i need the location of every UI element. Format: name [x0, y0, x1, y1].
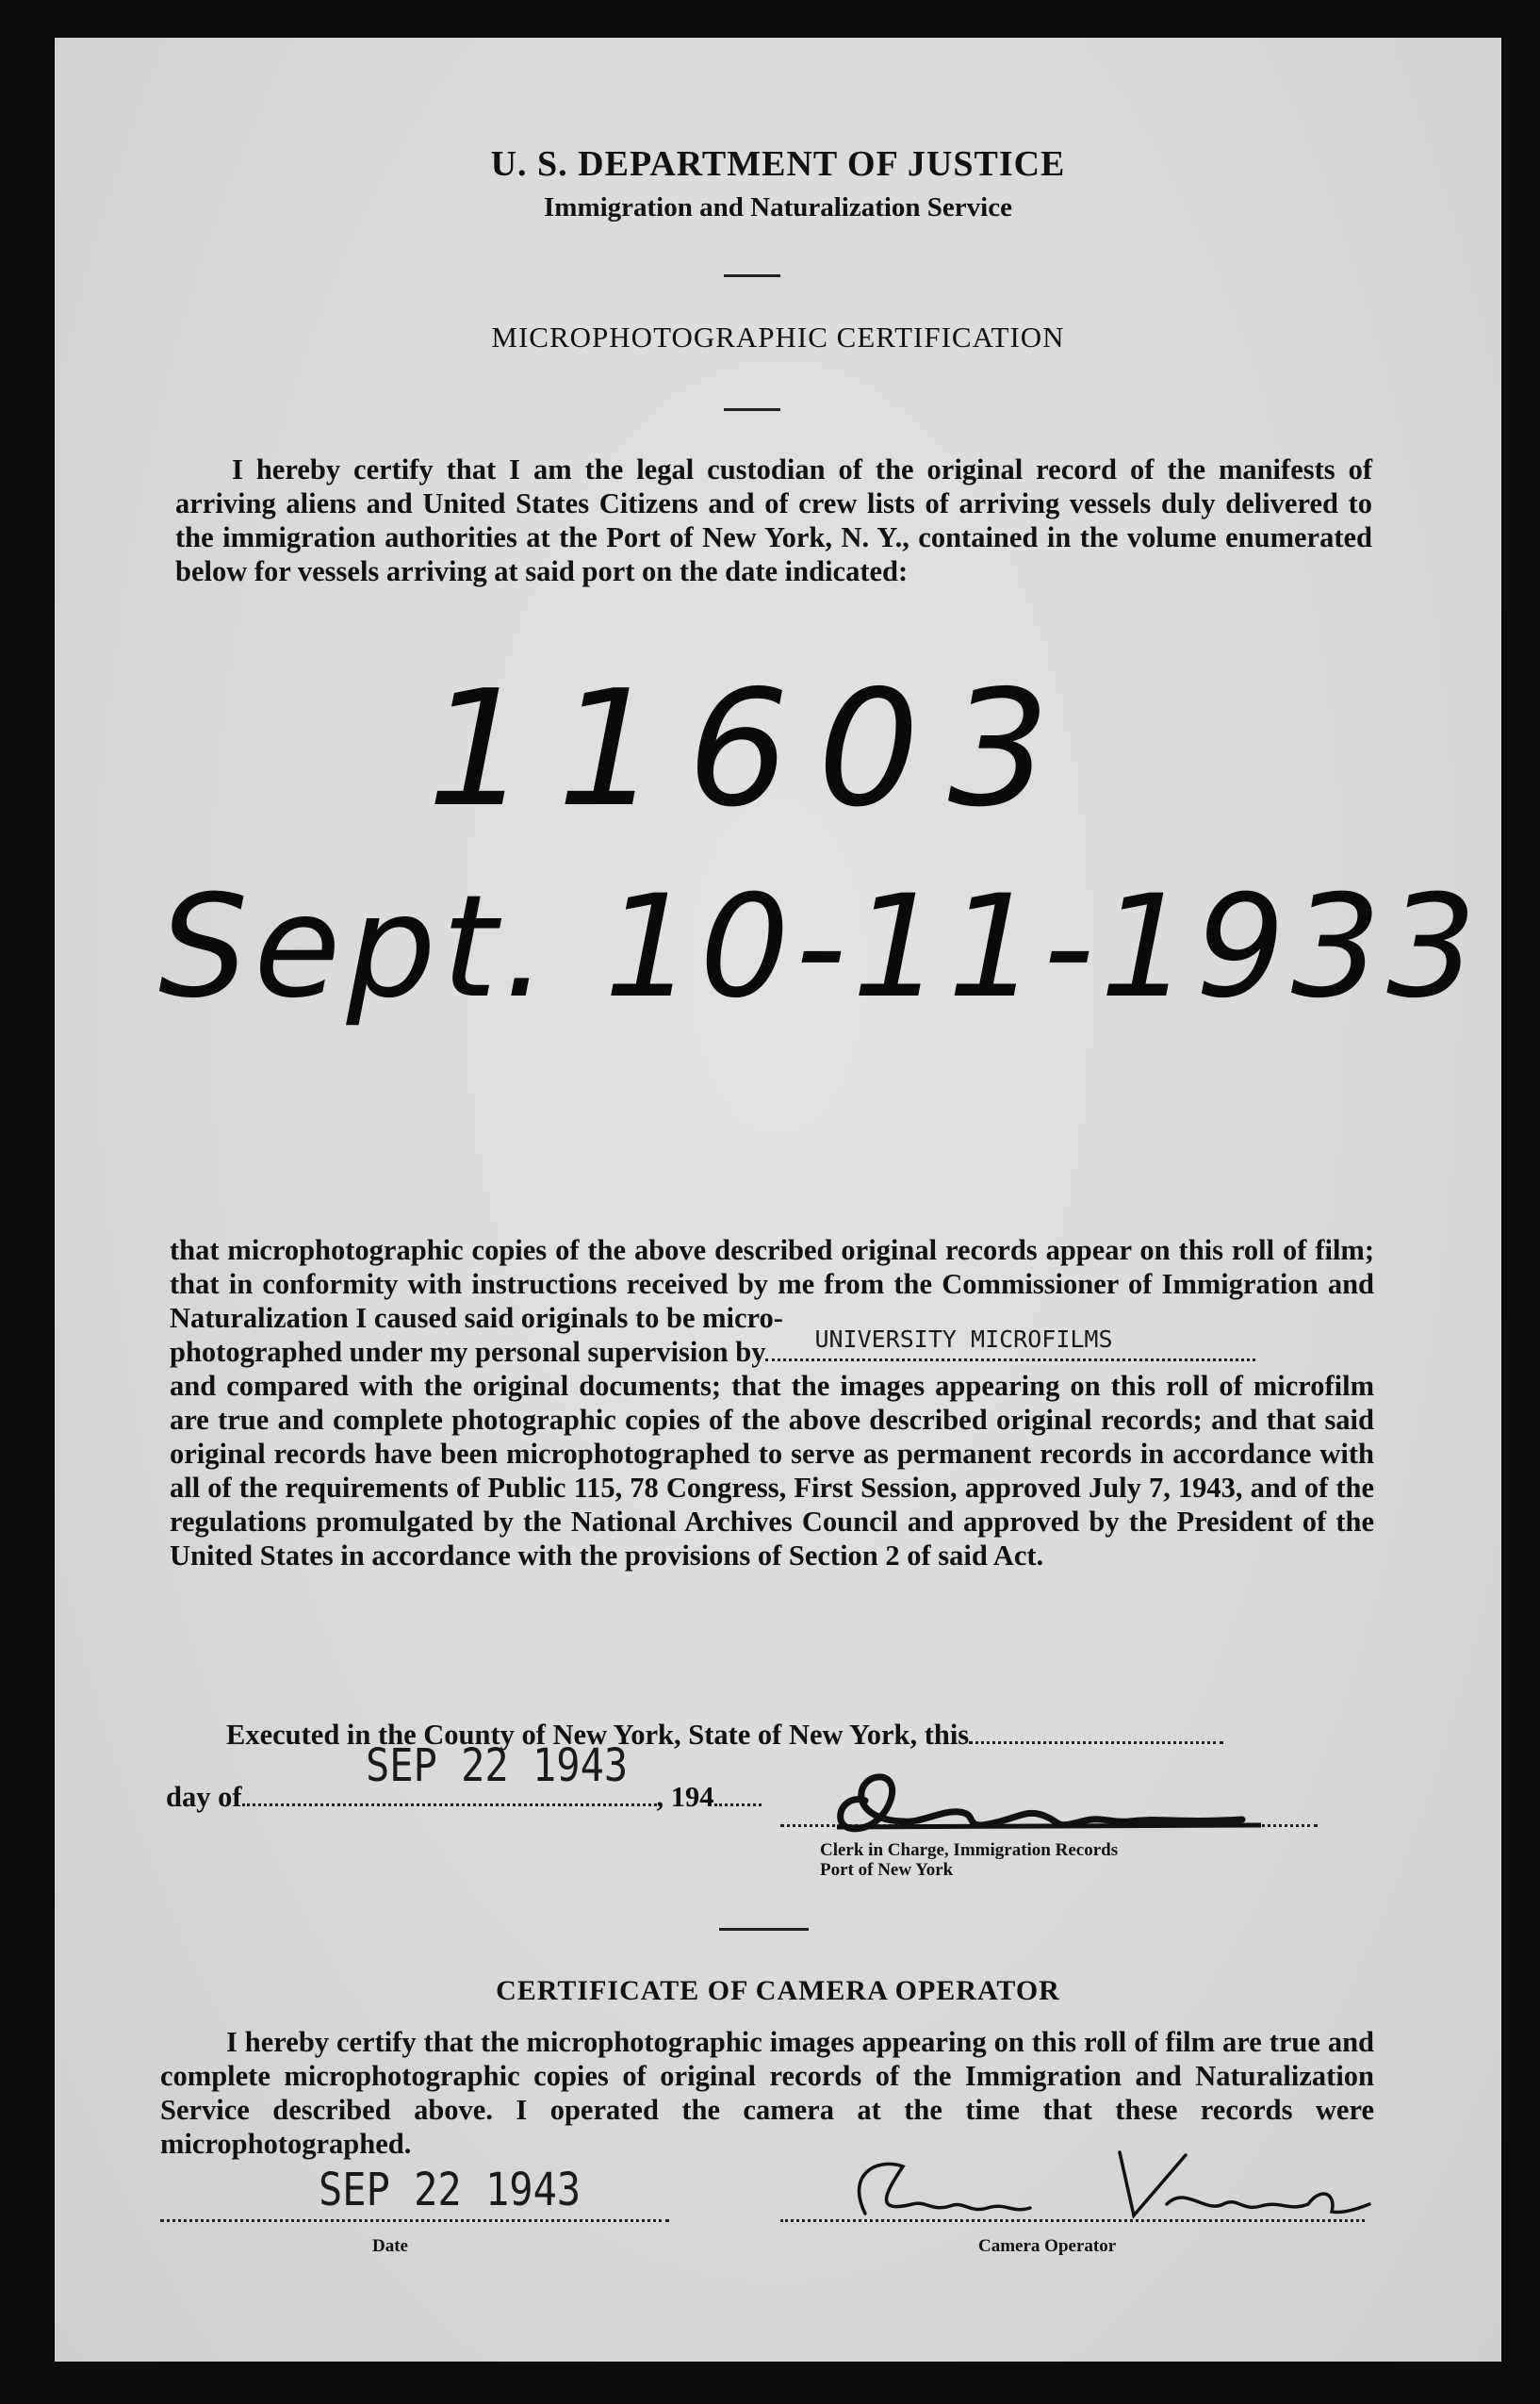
certificate-document [55, 38, 1501, 2362]
executed-text: Executed in the County of New York, State of New York, this [226, 1719, 970, 1751]
day-of-line [166, 1780, 882, 1814]
date-line [160, 2217, 669, 2222]
clerk-title [820, 1840, 1118, 1880]
divider [724, 408, 780, 411]
camera-operator-line [780, 2217, 1365, 2222]
service-subheading: Immigration and Naturalization Service [544, 192, 1012, 222]
camera-date-stamp: SEP 22 1943 [319, 2163, 582, 2216]
day-of-blank [242, 1790, 657, 1806]
intro-text: I hereby certify that I am the legal custodian of the original record of the manifests of arriving aliens and United States Citizens and of crew lists of arriving vessels duly delivered to the immigration authorities at the Port of New York, N. Y., contained in the volume enumerated below for vessels arriving at said port on the date indicated: [175, 453, 1372, 587]
certification-text-1: that microphotographic copies of the above described original records appear on this roll of film; that in conformity with instructions received by me from the Commissioner of Immigration and Naturalization I caused said originals to be micro- [170, 1234, 1374, 1334]
intro-paragraph [175, 453, 1372, 588]
certification-paragraph [170, 1233, 1374, 1572]
department-heading: U. S. DEPARTMENT OF JUSTICE [490, 144, 1066, 184]
supervisor-line [765, 1325, 1255, 1361]
clerk-title-line-2: Port of New York [820, 1860, 954, 1880]
divider [719, 1928, 809, 1931]
camera-text: I hereby certify that the microphotographic images appearing on this roll of film are true and complete microphotographic copies of original records of the Immigration and Naturalization Service described above. I operated the camera at the time that these records were microphotographed. [160, 2026, 1374, 2160]
executed-day-line [969, 1728, 1223, 1744]
supervision-label: photographed under my personal supervision by [170, 1336, 766, 1368]
certification-text-2: and compared with the original documents; that the images appearing on this roll of microfilm are true and complete photographic copies of the above described original records; and that said original records have been microphotographed to serve as permanent records in accordance with all of the requirements of Public 115, 78 Congress, First Session, approved July 7, 1943, and of the regulations promulgated by the National Archives Council and approved by the President of the United States in accordance with the provisions of Section 2 of said Act. [170, 1370, 1374, 1572]
year-prefix: , 194 [656, 1781, 714, 1813]
camera-operator-label: Camera Operator [978, 2236, 1117, 2256]
clerk-title-line-1: Clerk in Charge, Immigration Records [820, 1840, 1119, 1860]
day-of-label: day of [166, 1781, 242, 1813]
handwritten-date: Sept. 10-11-1933 [158, 865, 1483, 1029]
executed-date-stamp: SEP 22 1943 [366, 1738, 629, 1792]
handwritten-volume-number: 11603 [427, 656, 1078, 843]
camera-operator-heading: CERTIFICATE OF CAMERA OPERATOR [496, 1975, 1060, 2006]
year-blank [714, 1790, 762, 1806]
typed-firm-name: UNIVERSITY MICROFILMS [814, 1325, 1113, 1353]
divider [724, 274, 780, 277]
document-title: MICROPHOTOGRAPHIC CERTIFICATION [491, 321, 1065, 354]
date-label: Date [372, 2236, 408, 2256]
